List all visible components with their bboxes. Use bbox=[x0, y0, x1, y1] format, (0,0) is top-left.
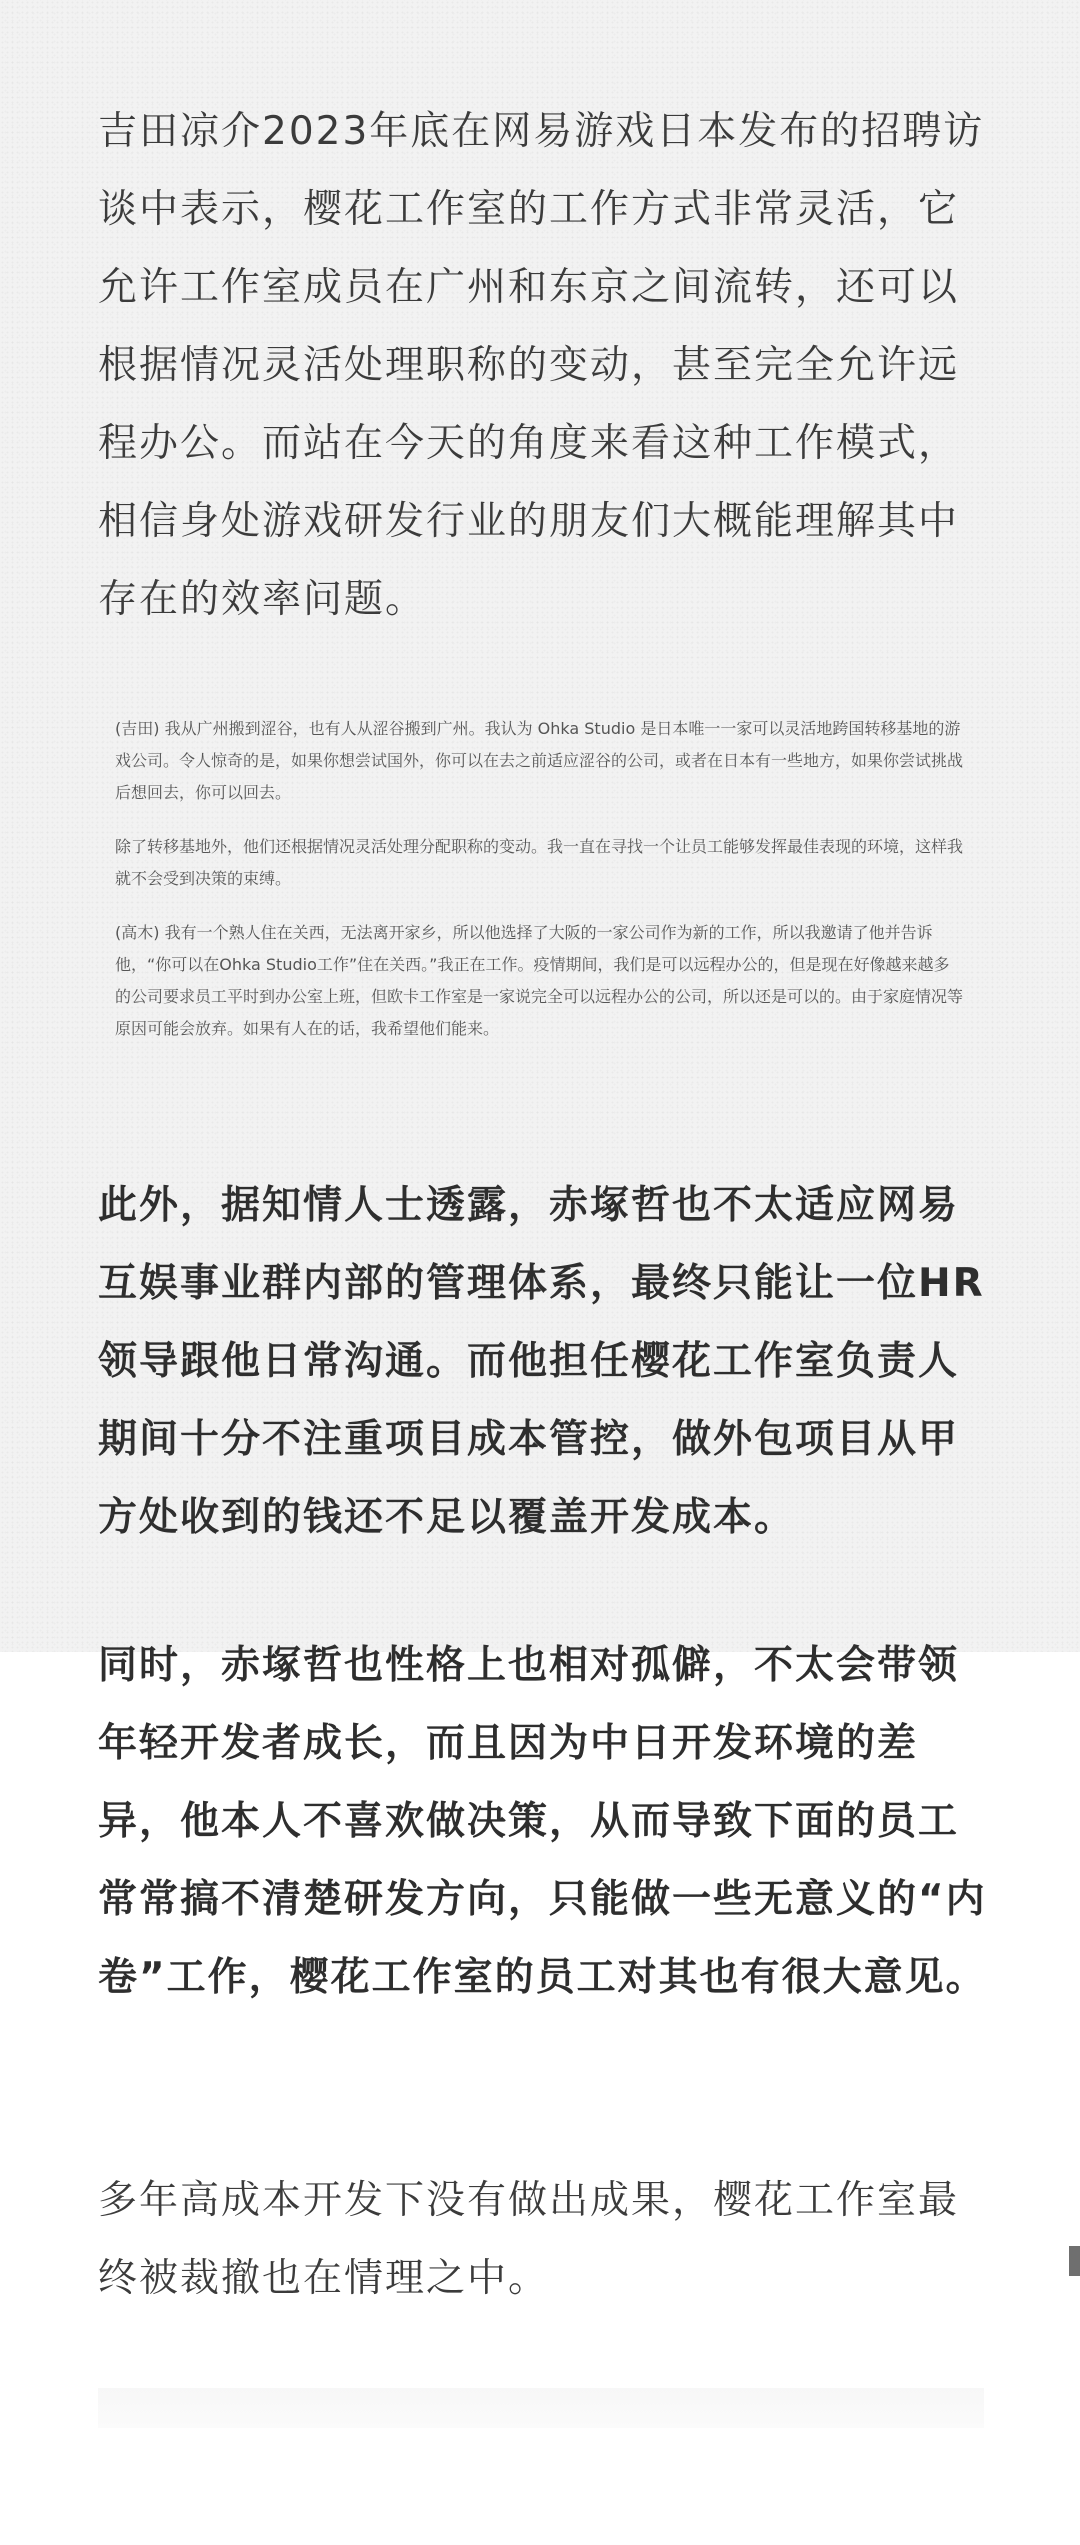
quote-paragraph-1: (吉田) 我从广州搬到涩谷，也有人从涩谷搬到广州。我认为 Ohka Studio 是日本唯一一家可以灵活地跨国转移基地的游戏公司。令人惊奇的是，如果你想尝试国外，你可以在去之前适应涩谷的公司，或者在日本有一些地方，如果你尝试挑战后想回去，你可以回去。 bbox=[115, 719, 964, 802]
article-paragraph-1: 吉田凉介2023年底在网易游戏日本发布的招聘访谈中表示，樱花工作室的工作方式非常灵活，它允许工作室成员在广州和东京之间流转，还可以根据情况灵活处理职称的变动，甚至完全允许远程办公。而站在今天的角度来看这种工作模式，相信身处游戏研发行业的朋友们大概能理解其中存在的效率问题。 bbox=[98, 109, 985, 622]
quoted-interview-screenshot bbox=[115, 713, 965, 1067]
quote-paragraph-3: (高木) 我有一个熟人住在关西，无法离开家乡，所以他选择了大阪的一家公司作为新的工作，所以我邀请了他并告诉他，“你可以在Ohka Studio工作”住在关西。”我正在工作。疫情期间，我们是可以远程办公的，但是现在好像越来越多的公司要求员工平时到办公室上班，但欧卡工作室是一家说完全可以远程办公的公司，所以还是可以的。由于家庭情况等原因可能会放弃。如果有人在的话，我希望他们能来。 bbox=[115, 923, 964, 1038]
next-image-placeholder bbox=[98, 2388, 984, 2428]
scrollbar-thumb[interactable] bbox=[1069, 2246, 1080, 2276]
quote-paragraph-2: 除了转移基地外，他们还根据情况灵活处理分配职称的变动。我一直在寻找一个让员工能够发挥最佳表现的环境，这样我就不会受到决策的束缚。 bbox=[115, 837, 964, 888]
article-paragraph-2: 此外，据知情人士透露，赤塚哲也不太适应网易互娱事业群内部的管理体系，最终只能让一位HR领导跟他日常沟通。而他担任樱花工作室负责人期间十分不注重项目成本管控，做外包项目从甲方处收到的钱还不足以覆盖开发成本。 bbox=[98, 1183, 985, 1540]
article-paragraph-4: 多年高成本开发下没有做出成果，樱花工作室最终被裁撤也在情理之中。 bbox=[98, 2178, 960, 2301]
article-paragraph-3: 同时，赤塚哲也性格上也相对孤僻，不太会带领年轻开发者成长，而且因为中日开发环境的差异，他本人不喜欢做决策，从而导致下面的员工常常搞不清楚研发方向，只能做一些无意义的“内卷”工作，樱花工作室的员工对其也有很大意见。 bbox=[98, 1643, 987, 2000]
